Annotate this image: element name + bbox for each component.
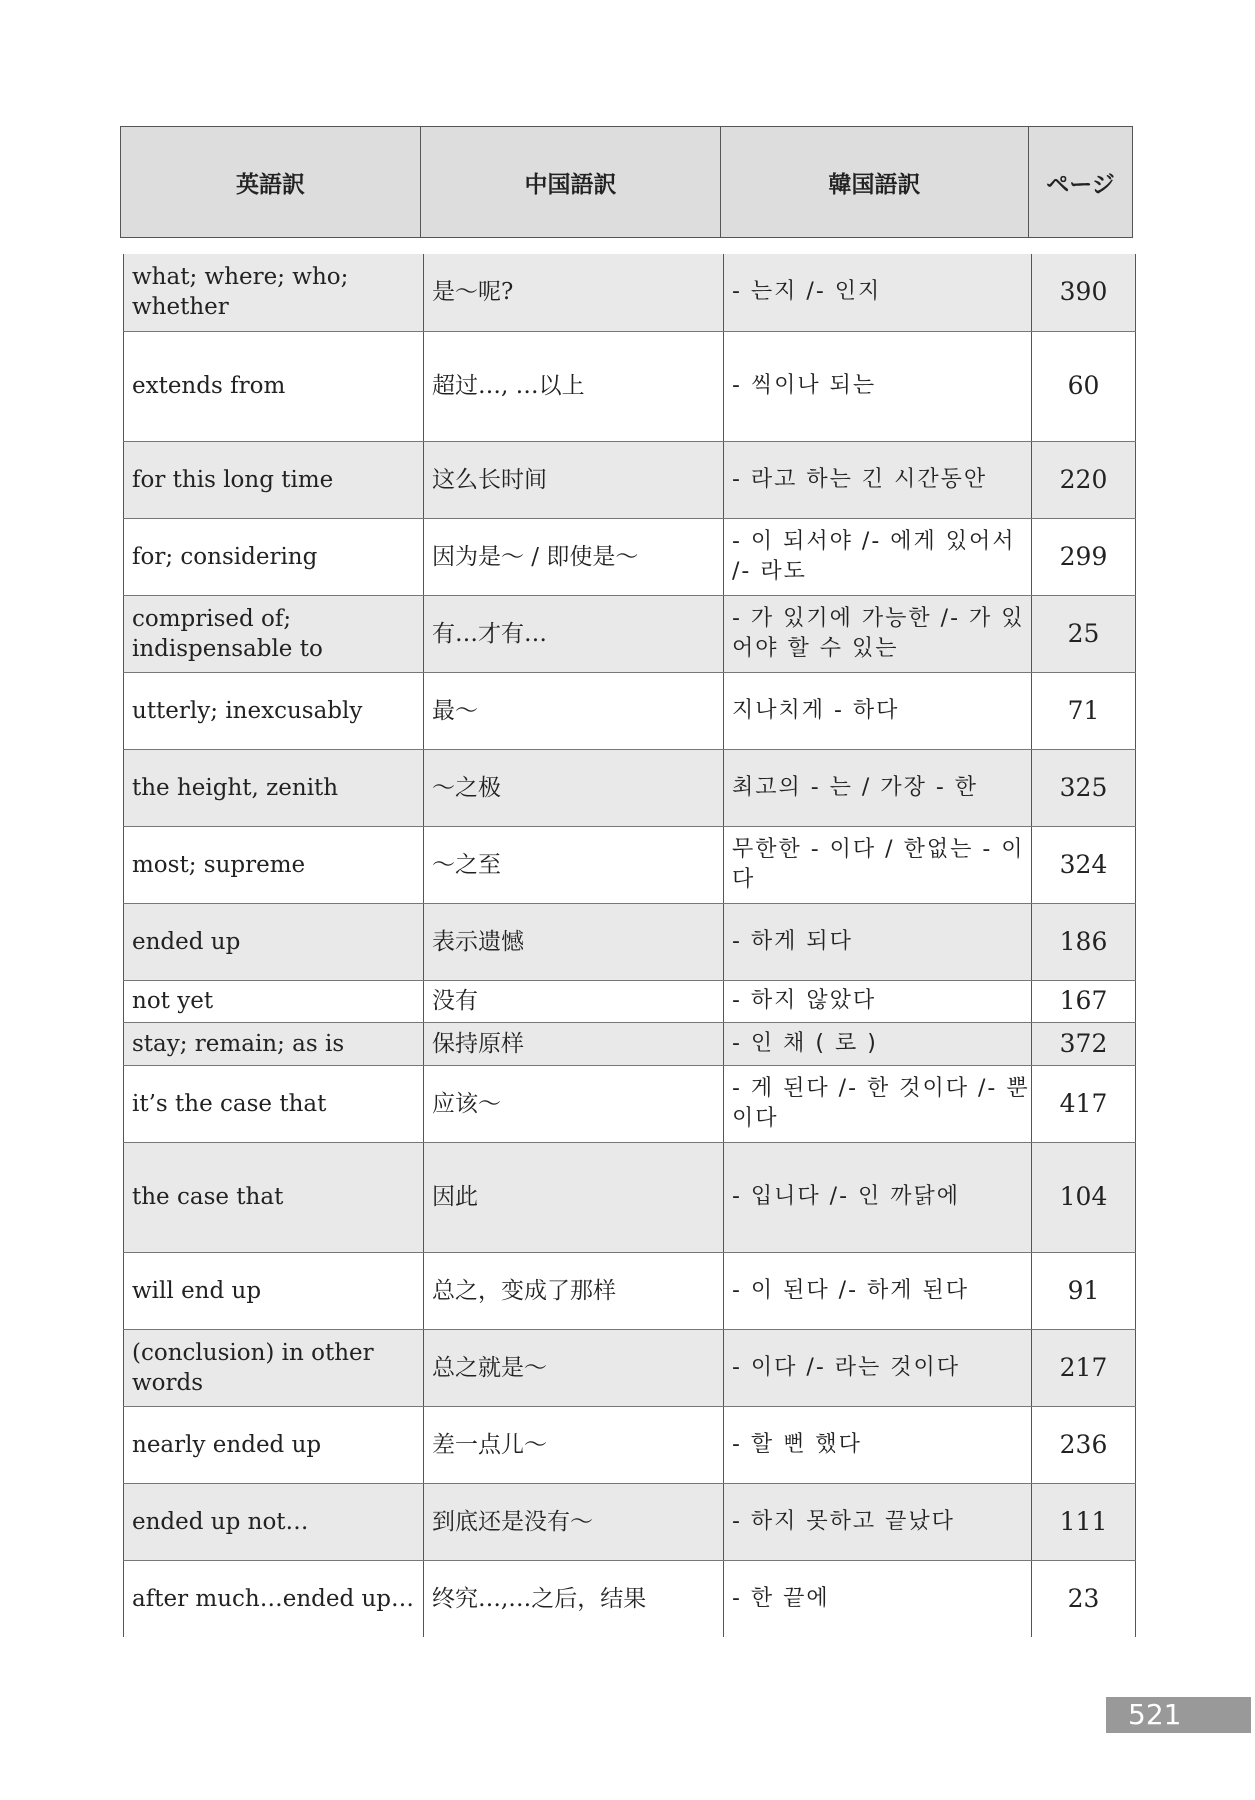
cell-korean: - 하게 되다: [724, 903, 1032, 980]
cell-page: 25: [1032, 595, 1136, 672]
cell-korean: - 인 채 ( 로 ): [724, 1022, 1032, 1065]
cell-chinese: 总之就是〜: [424, 1329, 724, 1406]
cell-chinese: 〜之至: [424, 826, 724, 903]
table-row: [124, 1142, 1136, 1252]
cell-chinese: 保持原样: [424, 1022, 724, 1065]
cell-page: 236: [1032, 1406, 1136, 1483]
cell-english: ended up not…: [124, 1483, 424, 1560]
cell-page: 390: [1032, 254, 1136, 331]
cell-page: 325: [1032, 749, 1136, 826]
cell-english: most; supreme: [124, 826, 424, 903]
cell-chinese: 这么长时间: [424, 441, 724, 518]
cell-english: not yet: [124, 980, 424, 1022]
cell-chinese: 应该〜: [424, 1065, 724, 1142]
cell-chinese: 〜之极: [424, 749, 724, 826]
cell-korean: - 한 끝에: [724, 1560, 1032, 1637]
table-row: [124, 1560, 1136, 1637]
cell-english: nearly ended up: [124, 1406, 424, 1483]
table-row: [124, 331, 1136, 441]
cell-page: 167: [1032, 980, 1136, 1022]
cell-korean: - 이다 /- 라는 것이다: [724, 1329, 1032, 1406]
cell-korean: - 가 있기에 가능한 /- 가 있어야 할 수 있는: [724, 595, 1032, 672]
cell-english: stay; remain; as is: [124, 1022, 424, 1065]
cell-english: for this long time: [124, 441, 424, 518]
cell-korean: - 하지 못하고 끝났다: [724, 1483, 1032, 1560]
cell-page: 372: [1032, 1022, 1136, 1065]
table-row: [124, 518, 1136, 595]
cell-chinese: 到底还是没有〜: [424, 1483, 724, 1560]
table-row: [124, 595, 1136, 672]
cell-korean: - 씩이나 되는: [724, 331, 1032, 441]
table-row: [124, 1406, 1136, 1483]
cell-page: 60: [1032, 331, 1136, 441]
cell-korean: - 이 된다 /- 하게 된다: [724, 1252, 1032, 1329]
table-row: [124, 903, 1136, 980]
table-row: [124, 1483, 1136, 1560]
column-header-korean: 韓国語訳: [721, 127, 1029, 238]
cell-english: after much…ended up…: [124, 1560, 424, 1637]
table-row: [124, 1022, 1136, 1065]
cell-english: ended up: [124, 903, 424, 980]
table-row: [124, 254, 1136, 331]
table-row: [124, 1252, 1136, 1329]
cell-page: 299: [1032, 518, 1136, 595]
cell-page: 111: [1032, 1483, 1136, 1560]
cell-english: for; considering: [124, 518, 424, 595]
table-row: [124, 672, 1136, 749]
cell-chinese: 最〜: [424, 672, 724, 749]
cell-chinese: 超过…, …以上: [424, 331, 724, 441]
cell-korean: 무한한 - 이다 / 한없는 - 이다: [724, 826, 1032, 903]
cell-chinese: 因为是〜 / 即使是〜: [424, 518, 724, 595]
cell-chinese: 总之，变成了那样: [424, 1252, 724, 1329]
cell-korean: 지나치게 - 하다: [724, 672, 1032, 749]
page-number: 521: [1106, 1697, 1251, 1733]
cell-page: 417: [1032, 1065, 1136, 1142]
table-row: [124, 441, 1136, 518]
cell-english: utterly; inexcusably: [124, 672, 424, 749]
cell-chinese: 因此: [424, 1142, 724, 1252]
cell-page: 217: [1032, 1329, 1136, 1406]
cell-chinese: 差一点儿〜: [424, 1406, 724, 1483]
cell-chinese: 表示遗憾: [424, 903, 724, 980]
table-header: [120, 126, 1133, 238]
cell-english: extends from: [124, 331, 424, 441]
table-row: [124, 980, 1136, 1022]
table-row: [124, 1329, 1136, 1406]
cell-english: will end up: [124, 1252, 424, 1329]
cell-korean: 최고의 - 는 / 가장 - 한: [724, 749, 1032, 826]
table-row: [124, 1065, 1136, 1142]
column-header-chinese: 中国語訳: [421, 127, 721, 238]
cell-page: 220: [1032, 441, 1136, 518]
cell-korean: - 하지 않았다: [724, 980, 1032, 1022]
cell-korean: - 게 된다 /- 한 것이다 /- 뿐이다: [724, 1065, 1032, 1142]
cell-page: 23: [1032, 1560, 1136, 1637]
cell-english: the height, zenith: [124, 749, 424, 826]
cell-english: it’s the case that: [124, 1065, 424, 1142]
cell-korean: - 이 되서야 /- 에게 있어서 /- 라도: [724, 518, 1032, 595]
column-header-english: 英語訳: [121, 127, 421, 238]
cell-english: the case that: [124, 1142, 424, 1252]
cell-korean: - 입니다 /- 인 까닭에: [724, 1142, 1032, 1252]
table-row: [124, 749, 1136, 826]
cell-chinese: 有…才有…: [424, 595, 724, 672]
cell-korean: - 라고 하는 긴 시간동안: [724, 441, 1032, 518]
column-header-page: ページ: [1029, 127, 1133, 238]
cell-page: 324: [1032, 826, 1136, 903]
cell-chinese: 终究…,…之后，结果: [424, 1560, 724, 1637]
cell-page: 91: [1032, 1252, 1136, 1329]
cell-chinese: 是〜呢?: [424, 254, 724, 331]
cell-korean: - 는지 /- 인지: [724, 254, 1032, 331]
cell-chinese: 没有: [424, 980, 724, 1022]
cell-english: (conclusion) in other words: [124, 1329, 424, 1406]
cell-page: 71: [1032, 672, 1136, 749]
translation-table: [123, 254, 1136, 1637]
cell-korean: - 할 뻔 했다: [724, 1406, 1032, 1483]
cell-english: comprised of; indispensable to: [124, 595, 424, 672]
table-row: [124, 826, 1136, 903]
cell-page: 186: [1032, 903, 1136, 980]
cell-english: what; where; who; whether: [124, 254, 424, 331]
cell-page: 104: [1032, 1142, 1136, 1252]
